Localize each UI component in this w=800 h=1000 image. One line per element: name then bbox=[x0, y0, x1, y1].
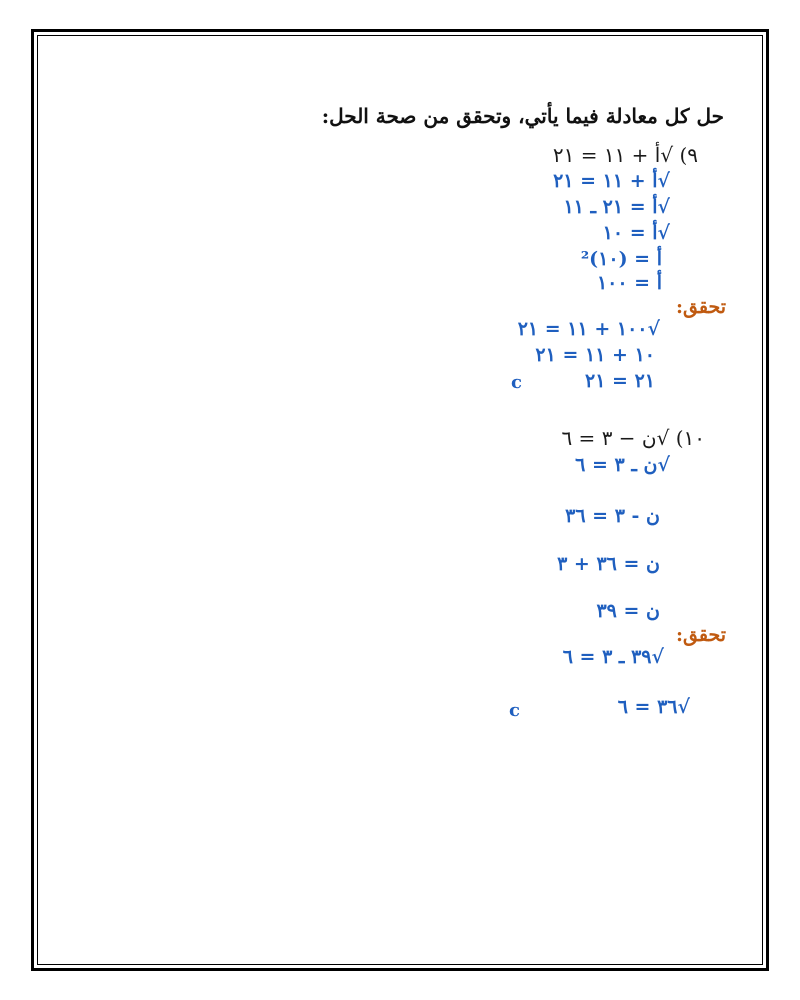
problem-9-statement: ٩) √أ + ١١ = ٢١ bbox=[552, 143, 698, 167]
problem-9-check-label: تحقق: bbox=[675, 296, 726, 318]
instruction-text: حل كل معادلة فيما يأتي، وتحقق من صحة الحل: bbox=[321, 104, 724, 128]
problem-10-step-3: ن = ٣٦ + ٣ bbox=[557, 553, 660, 575]
problem-9-check-step-2: ١٠ + ١١ = ٢١ bbox=[535, 344, 655, 366]
problem-9-step-2: √أ = ٢١ ـ ١١ bbox=[563, 196, 670, 218]
problem-9-step-1: √أ + ١١ = ٢١ bbox=[553, 170, 670, 192]
problem-10-step-2: ن - ٣ = ٣٦ bbox=[565, 505, 660, 527]
problem-10-check-mark: c bbox=[509, 700, 520, 721]
problem-10-statement: ١٠) √ن − ٣ = ٦ bbox=[561, 426, 705, 450]
problem-9-step-3: √أ = ١٠ bbox=[602, 222, 670, 244]
problem-9-check-step-3: ٢١ = ٢١ bbox=[585, 370, 655, 392]
problem-10-check-label: تحقق: bbox=[675, 624, 726, 646]
problem-10-step-4: ن = ٣٩ bbox=[596, 600, 660, 622]
problem-9-check-mark: c bbox=[511, 372, 522, 393]
problem-10-check-step-2: √٣٦ = ٦ bbox=[617, 696, 690, 718]
problem-9-step-4: أ = (١٠)² bbox=[580, 248, 662, 270]
problem-9-step-5: أ = ١٠٠ bbox=[596, 272, 662, 294]
problem-10-step-1: √ن ـ ٣ = ٦ bbox=[575, 454, 670, 476]
problem-9-check-step-1: √١٠٠ + ١١ = ٢١ bbox=[517, 318, 660, 340]
problem-10-check-step-1: √٣٩ ـ ٣ = ٦ bbox=[562, 646, 664, 668]
